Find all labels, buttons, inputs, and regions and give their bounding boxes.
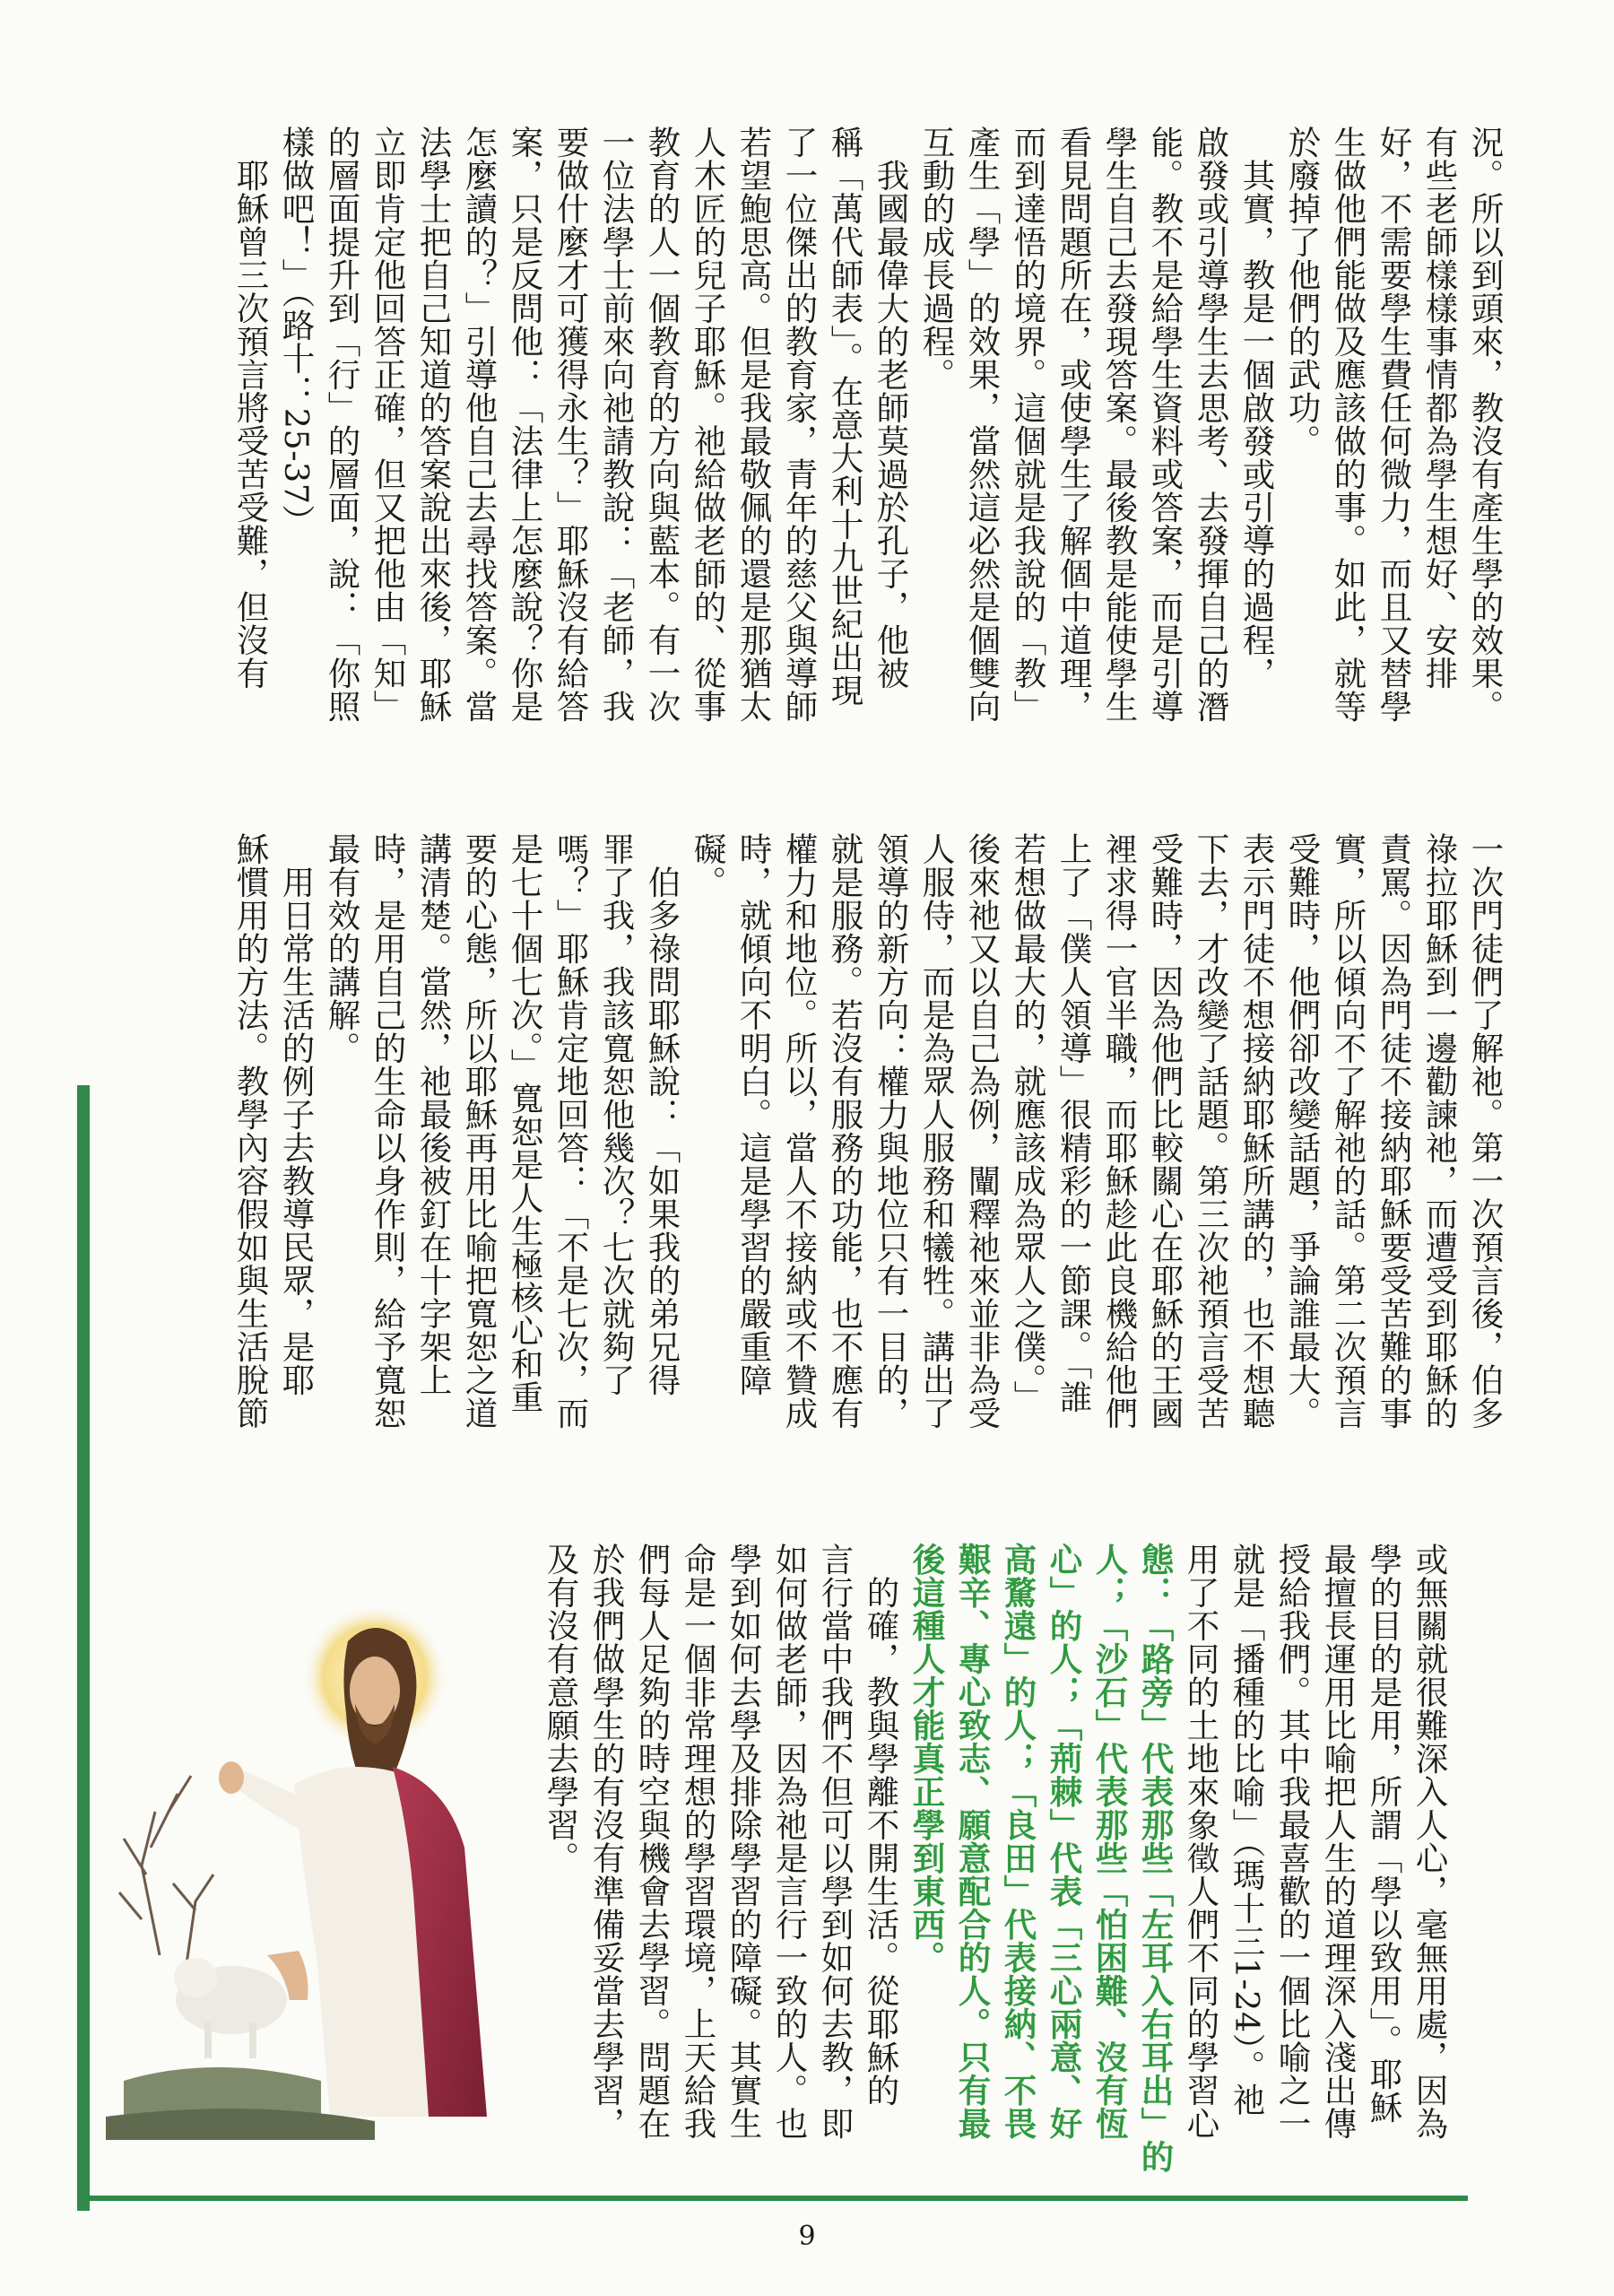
branches <box>119 1776 213 1964</box>
text-line: 及有沒有意願去學習。 <box>542 1543 580 1874</box>
text-line: 於我們做學生的有沒有準備妥當去學習， <box>587 1543 626 2140</box>
text-line: 啟發或引導學生去思考、去發揮自己的潛 <box>1192 126 1230 723</box>
text-line: 好，不需要學生費任何微力，而且又替學 <box>1375 126 1413 723</box>
article-column-bottom <box>511 1543 1453 2173</box>
text-line: 時，就傾向不明白。這是學習的嚴重障 <box>734 832 773 1396</box>
text-line: 講清楚。當然，祂最後被釘在十字架上 <box>414 832 453 1396</box>
text-line: 教育的人一個教育的方向與藍本。有一次 <box>643 126 681 723</box>
decorative-vertical-bar <box>77 1085 90 2211</box>
text-line: 後這種人才能真正學到東西。 <box>907 1543 946 1974</box>
text-line: 嗎？」耶穌肯定地回答：「不是七次，而 <box>551 832 590 1430</box>
text-line: 態：「路旁」代表那些「左耳入右耳出」的 <box>1136 1543 1175 2173</box>
text-line: 最有效的講解。 <box>323 832 361 1065</box>
text-line: 受難時，因為他們比較關心在耶穌的王國 <box>1146 832 1184 1430</box>
text-line: 立即肯定他回答正確，但又把他由「知」 <box>369 126 407 723</box>
text-line: 了一位傑出的教育家，青年的慈父與導師 <box>780 126 819 723</box>
text-line: 樣做吧！」（路十：25-37） <box>277 126 316 538</box>
text-line: 罪了我，我該寬恕他幾次？七次就夠了 <box>597 832 636 1396</box>
text-line: 礙。 <box>689 832 727 899</box>
decorative-horizontal-rule <box>82 2196 1468 2201</box>
text-line: 艱辛、專心致志、願意配合的人。只有最 <box>953 1543 992 2140</box>
text-line: 用了不同的土地來象徵人們不同的學習心 <box>1182 1543 1220 2140</box>
text-line: 心」的人；「荊棘」代表「三心兩意、好 <box>1045 1543 1083 2140</box>
text-line: 要做什麼才可獲得永生？」耶穌沒有給答 <box>551 126 590 723</box>
text-line: 授給我們。其中我最喜歡的一個比喻之一 <box>1273 1543 1312 2140</box>
text-line: 命是一個非常理想的學習環境，上天給我 <box>679 1543 717 2140</box>
text-line: 我國最偉大的老師莫過於孔子，他被 <box>872 126 910 690</box>
jesus-with-lamb-picture <box>106 1578 497 2140</box>
text-line: 實，所以傾向不了解祂的話。第二次預言 <box>1329 832 1367 1430</box>
text-line: 是七十個七次。」寬恕是人生極核心和重 <box>506 832 544 1413</box>
text-line: 權力和地位。所以，當人不接納或不贊成 <box>780 832 819 1430</box>
text-line: 上了「僕人領導」很精彩的一節課。「誰 <box>1054 832 1093 1413</box>
text-line: 就是服務。若沒有服務的功能，也不應有 <box>826 832 864 1430</box>
text-line: 表示門徒不想接納耶穌所講的，也不想聽 <box>1237 832 1276 1430</box>
text-line: 人服侍，而是為眾人服務和犧牲。講出了 <box>917 832 956 1430</box>
text-line: 而到達悟的境界。這個就是我說的「教」 <box>1009 126 1047 723</box>
text-line: 們每人足夠的時空與機會去學習。問題在 <box>633 1543 672 2140</box>
text-line: 最擅長運用比喻把人生的道理深入淺出傳 <box>1319 1543 1358 2140</box>
text-line: 稱「萬代師表」。在意大利十九世紀出現 <box>826 126 864 707</box>
text-line: 耶穌曾三次預言將受苦受難，但沒有 <box>231 126 270 690</box>
text-line: 案，只是反問他：「法律上怎麼說？你是 <box>506 126 544 723</box>
text-line: 言行當中我們不但可以學到如何去教，即 <box>816 1543 855 2140</box>
text-line: 要的心態，所以耶穌再用比喻把寬恕之道 <box>460 832 499 1430</box>
text-line: 祿拉耶穌到一邊勸諫祂，而遭受到耶穌的 <box>1420 832 1459 1430</box>
text-line: 領導的新方向：權力與地位只有一目的， <box>872 832 910 1430</box>
text-line: 看見問題所在，或使學生了解個中道理， <box>1054 126 1093 723</box>
text-line: 生做他們能做及應該做的事。如此，就等 <box>1329 126 1367 723</box>
text-line: 人木匠的兒子耶穌。祂給做老師的、從事 <box>689 126 727 723</box>
text-line: 伯多祿問耶穌說：「如果我的弟兄得 <box>643 832 681 1396</box>
text-line: 的確，教與學離不開生活。從耶穌的 <box>862 1543 900 2107</box>
article-column-top <box>145 126 1508 734</box>
text-line: 下去，才改變了話題。第三次祂預言受苦 <box>1192 832 1230 1430</box>
text-line: 互動的成長過程。 <box>917 126 956 391</box>
text-line: 人；「沙石」代表那些「怕困難、沒有恆 <box>1090 1543 1129 2140</box>
text-line: 穌慣用的方法。教學內容假如與生活脫節 <box>231 832 270 1430</box>
text-line: 產生「學」的效果，當然這必然是個雙向 <box>963 126 1002 723</box>
text-line: 責罵。因為門徒不接納耶穌要受苦難的事 <box>1375 832 1413 1430</box>
text-line: 若想做最大的，就應該成為眾人之僕。」 <box>1009 832 1047 1413</box>
text-line: 其實，教是一個啟發或引導的過程， <box>1237 126 1276 690</box>
text-line: 的層面提升到「行」的層面，說：「你照 <box>323 126 361 723</box>
text-line: 或無關就很難深入人心，毫無用處，因為 <box>1410 1543 1449 2140</box>
text-line: 時，是用自己的生命以身作則，給予寬恕 <box>369 832 407 1430</box>
text-line: 怎麼讀的？」引導他自己去尋找答案。當 <box>460 126 499 723</box>
text-line: 法學士把自己知道的答案說出來後，耶穌 <box>414 126 453 723</box>
text-line: 學生自己去發現答案。最後教是能使學生 <box>1100 126 1139 723</box>
article-column-middle <box>118 832 1508 1449</box>
text-line: 後來祂又以自己為例，闡釋祂來並非為受 <box>963 832 1002 1430</box>
text-line: 裡求得一官半職，而耶穌趁此良機給他們 <box>1100 832 1139 1430</box>
text-line: 於廢掉了他們的武功。 <box>1283 126 1322 457</box>
text-line: 學的目的是用，所謂「學以致用」。耶穌 <box>1365 1543 1403 2124</box>
text-line: 受難時，他們卻改變話題，爭論誰最大。 <box>1283 832 1322 1430</box>
text-line: 一次門徒們了解祂。第一次預言後，伯多 <box>1466 832 1505 1430</box>
text-line: 一位法學士前來向祂請教說：「老師，我 <box>597 126 636 723</box>
page-number: 9 <box>798 2221 816 2252</box>
text-line: 高騖遠」的人；「良田」代表接納、不畏 <box>999 1543 1037 2140</box>
text-line: 若望鮑思高。但是我最敬佩的還是那猶太 <box>734 126 773 723</box>
text-line: 有些老師樣樣事情都為學生想好、安排 <box>1420 126 1459 690</box>
text-line: 用日常生活的例子去教導民眾，是耶 <box>277 832 316 1396</box>
text-line: 就是「播種的比喻」（瑪十三1-24）。祂 <box>1228 1543 1266 2117</box>
text-line: 學到如何去學及排除學習的障礙。其實生 <box>725 1543 763 2140</box>
text-line: 況。所以到頭來，教沒有產生學的效果。 <box>1466 126 1505 723</box>
text-line: 能。教不是給學生資料或答案，而是引導 <box>1146 126 1184 723</box>
text-line: 如何做老師，因為祂是言行一致的人。也 <box>770 1543 809 2140</box>
